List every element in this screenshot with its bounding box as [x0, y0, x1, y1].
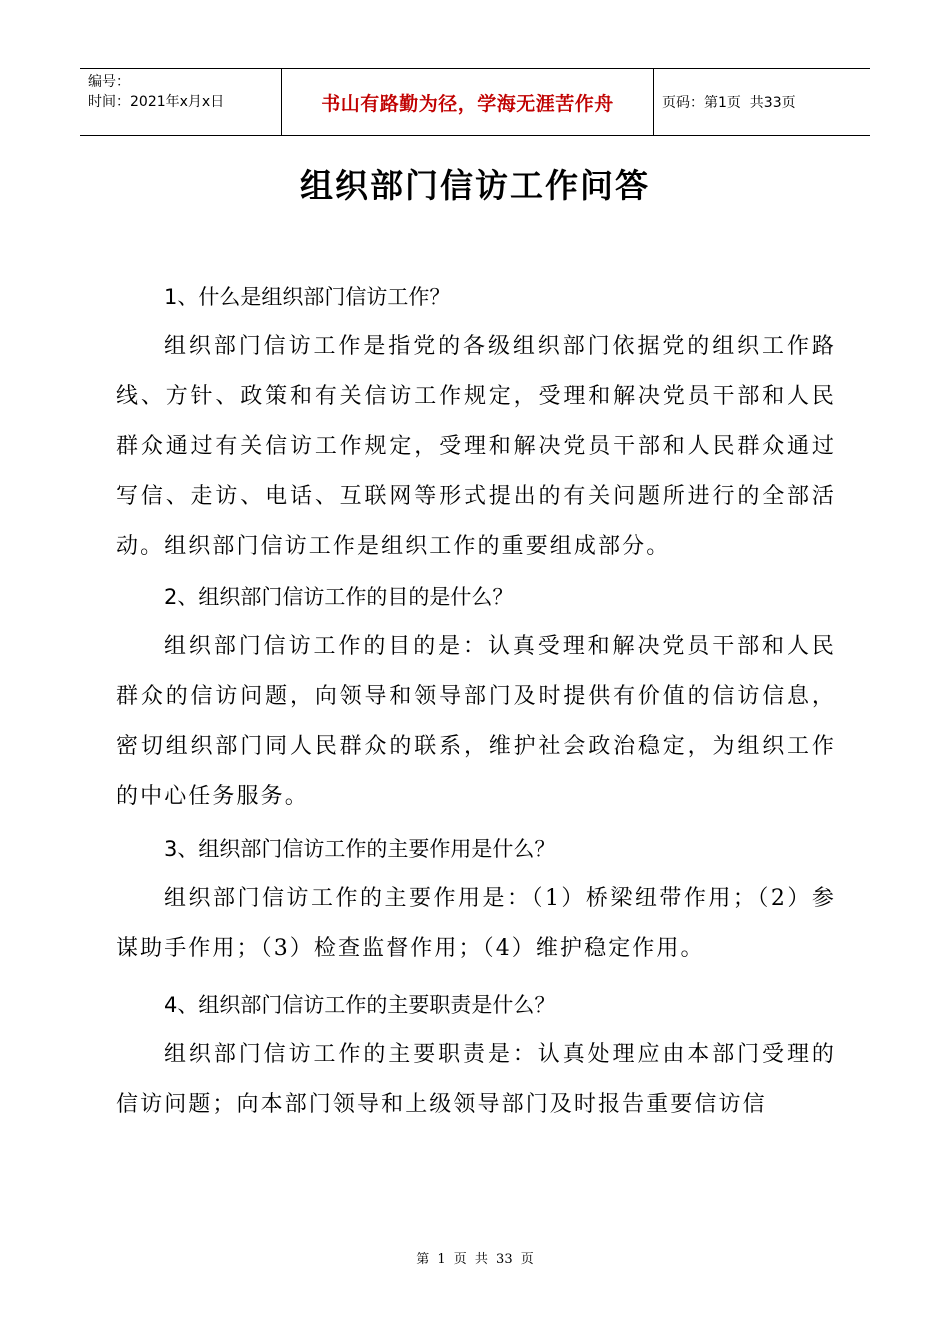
answer-4: 组织部门信访工作的主要职责是：认真处理应由本部门受理的信访问题；向本部门领导和上级领导部门及时报告重要信访信 [116, 1042, 836, 1117]
document-header [80, 68, 870, 136]
answer-3: 组织部门信访工作的主要作用是：（1）桥梁纽带作用；（2）参谋助手作用；（3）检查监督作用；（4）维护稳定作用。 [116, 886, 836, 961]
question-3: 3、组织部门信访工作的主要作用是什么？ [164, 837, 556, 861]
number-label: 编号： [88, 74, 130, 90]
answer-2: 组织部门信访工作的目的是：认真受理和解决党员干部和人民群众的信访问题，向领导和领导部门及时提供有价值的信访信息，密切组织部门同人民群众的联系，维护社会政治稳定，为组织工作的中心任务服务。 [116, 634, 836, 809]
header-meta [80, 69, 282, 135]
document-body [116, 272, 836, 1130]
answer-1: 组织部门信访工作是指党的各级组织部门依据党的组织工作路线、方针、政策和有关信访工作规定，受理和解决党员干部和人民群众通过有关信访工作规定，受理和解决党员干部和人民群众通过写信、走访、电话、互联网等形式提出的有关问题所进行的全部活动。组织部门信访工作是组织工作的重要组成部分。 [116, 334, 836, 559]
header-page-cell [654, 69, 870, 135]
page-footer: 第 1 页 共 33 页 [416, 1252, 534, 1267]
header-motto-cell [282, 69, 654, 135]
question-1: 1、什么是组织部门信访工作？ [164, 285, 451, 309]
page-title: 组织部门信访工作问答 [300, 166, 650, 205]
question-4: 4、组织部门信访工作的主要职责是什么？ [164, 993, 556, 1017]
question-2: 2、组织部门信访工作的目的是什么？ [164, 585, 514, 609]
page-info: 页码：第1页 共33页 [662, 95, 796, 111]
motto: 书山有路勤为径，学海无涯苦作舟 [321, 92, 614, 115]
time-label: 时间：2021年x月x日 [88, 94, 225, 110]
